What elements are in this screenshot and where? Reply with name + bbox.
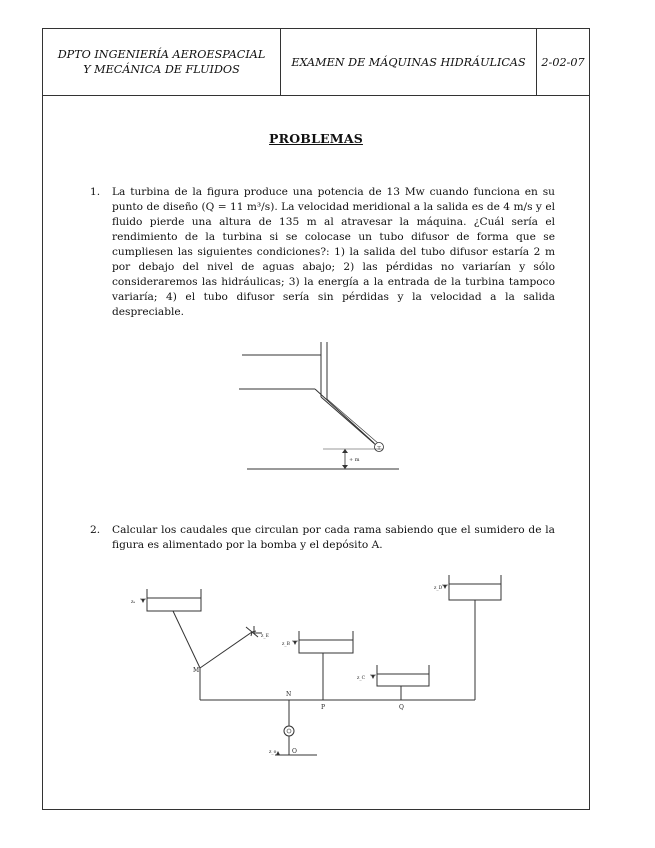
- exam-date: 2-02-07: [541, 55, 585, 69]
- tank-a: [147, 589, 201, 611]
- level-b-label: z_B: [282, 642, 290, 647]
- level-d-label: z_D: [434, 586, 443, 591]
- level-a-label: zₐ: [131, 600, 136, 605]
- pipe-network-figure: [111, 569, 511, 759]
- exam-page-frame: [42, 28, 590, 810]
- draft-height-label: + m: [349, 457, 360, 463]
- node-m-label: M: [193, 667, 200, 674]
- node-n-label: N: [286, 691, 292, 698]
- problem-2: [90, 523, 555, 553]
- turbine-figure: [233, 341, 413, 471]
- problem-2-text: Calcular los caudales que circulan por cada rama sabiendo que el sumidero de la figura es alimentado por la bomba y el depósito A.: [112, 524, 555, 551]
- tank-d: [449, 575, 501, 600]
- turbine-label: T: [377, 445, 381, 452]
- level-e-label: z_E: [261, 634, 269, 639]
- problem-1-number: 1.: [90, 186, 101, 198]
- tank-c: [377, 665, 429, 686]
- problem-1: [90, 185, 555, 320]
- node-p-label: P: [321, 704, 326, 711]
- problem-1-text: La turbina de la figura produce una potencia de 13 Mw cuando funciona en su punto de diseño (Q = 11 m³/s). La velocidad meridional a la salida es de 4 m/s y el fluido pierde una altura de 135 m al atravesar la máquina. ¿Cuál sería el rendimiento de la turbina si se colocase un tubo difusor de forma que se cumpliesen las siguientes condiciones?: 1) la salida del tubo difusor estaría 2 m por debajo del nivel de aguas abajo; 2) las pérdidas no variarían y sólo consideraremos las hidráulicas; 3) la energía a la entrada de la turbina tampoco variaría; 4) el tubo difusor sería sin pérdidas y la velocidad a la salida despreciable.: [112, 186, 555, 318]
- level-o-label: z_o: [269, 750, 277, 755]
- department-line-1: DPTO INGENIERÍA AEROESPACIAL: [57, 48, 266, 61]
- department-line-2: Y MECÁNICA DE FLUIDOS: [83, 63, 240, 76]
- exam-header: [43, 29, 589, 96]
- section-title: PROBLEMAS: [269, 131, 363, 146]
- problem-2-number: 2.: [90, 524, 101, 536]
- pump-symbol: [284, 726, 294, 736]
- exam-title: EXAMEN DE MÁQUINAS HIDRÁULICAS: [281, 29, 537, 95]
- department-cell: [43, 29, 281, 95]
- node-o-label: O: [292, 748, 297, 755]
- tank-b: [299, 631, 353, 653]
- level-c-label: z_C: [357, 676, 366, 681]
- node-q-label: Q: [399, 704, 404, 711]
